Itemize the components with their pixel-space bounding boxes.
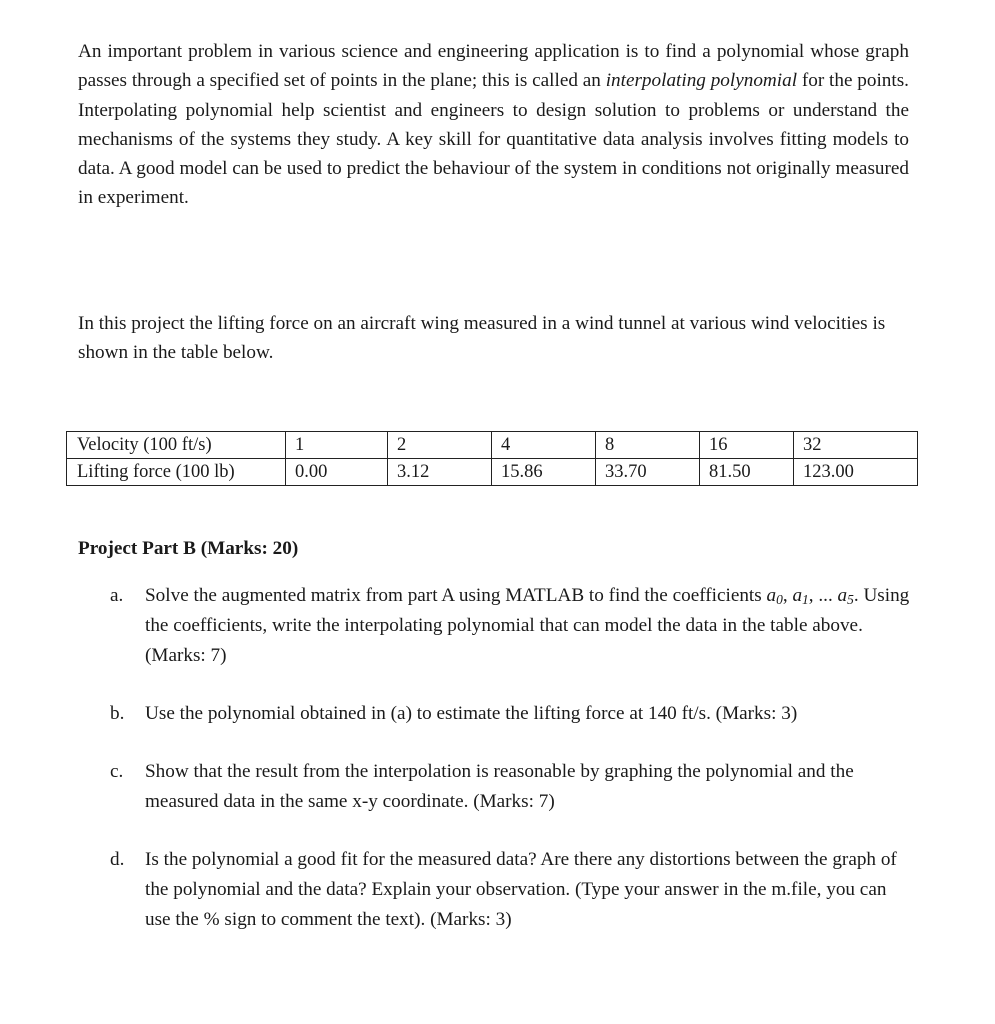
velocity-cell: 1	[286, 432, 388, 459]
intro-text-part2: for the points. Interpolating polynomial help scientist and engineers to design solution to problems or understand the mechanisms of the systems they study. A key skill for quantitative data analysis involves fitting models to data. A good model can be used to predict the behaviour of the system in conditions not originally measured in experiment.	[78, 70, 909, 209]
velocity-cell: 4	[492, 432, 596, 459]
question-marker: c.	[110, 761, 124, 782]
force-cell: 33.70	[596, 459, 700, 486]
question-text	[145, 581, 910, 671]
force-cell: 0.00	[286, 459, 388, 486]
coef-a5-sub: 5	[847, 592, 854, 607]
coef-a1	[792, 585, 808, 606]
coef-a1-base: a	[792, 585, 803, 606]
velocity-cell: 2	[388, 432, 492, 459]
question-a-text2: . Using the coefficients, write the interpolating polynomial that can model the data in the table above. (Marks: 7)	[145, 585, 910, 666]
question-marker: d.	[110, 849, 125, 870]
coef-a0-sub: 0	[776, 592, 783, 607]
data-table	[66, 431, 918, 486]
intro-text-part1: An important problem in various science and engineering application is to find a polynomial whose graph passes through a specified set of points in the plane; this is called an	[78, 41, 909, 92]
question-a-text1: Solve the augmented matrix from part A using MATLAB to find the coefficients	[145, 585, 767, 606]
velocity-row	[67, 432, 918, 459]
coef-a1-sub: 1	[802, 592, 809, 607]
force-label: Lifting force (100 lb)	[67, 459, 286, 486]
coef-a0-base: a	[766, 585, 777, 606]
project-description: In this project the lifting force on an aircraft wing measured in a wind tunnel at various wind velocities is shown in the table below.	[78, 313, 886, 364]
force-cell: 3.12	[388, 459, 492, 486]
coef-a5-base: a	[837, 585, 848, 606]
coef-a0	[767, 585, 783, 606]
question-a-mid: , ...	[808, 585, 838, 606]
force-cell: 81.50	[700, 459, 794, 486]
question-text: Use the polynomial obtained in (a) to estimate the lifting force at 140 ft/s. (Marks: 3)	[145, 703, 798, 724]
question-marker: a.	[110, 585, 124, 606]
question-text: Is the polynomial a good fit for the measured data? Are there any distortions between the graph of the polynomial and the data? Explain your observation. (Type your answer in the m.file, you can use the % sign to comment the text). (Marks: 3)	[145, 849, 897, 930]
force-cell: 15.86	[492, 459, 596, 486]
coef-a5	[838, 585, 854, 606]
velocity-cell: 8	[596, 432, 700, 459]
velocity-label: Velocity (100 ft/s)	[67, 432, 286, 459]
intro-paragraph	[78, 37, 909, 213]
part-title: Project Part B (Marks: 20)	[78, 538, 299, 559]
question-marker: b.	[110, 703, 125, 724]
question-text: Show that the result from the interpolation is reasonable by graphing the polynomial and the measured data in the same x-y coordinate. (Marks: 7)	[145, 761, 854, 812]
question-a-comma: ,	[782, 585, 788, 606]
velocity-cell: 32	[794, 432, 918, 459]
force-cell: 123.00	[794, 459, 918, 486]
intro-term: interpolating polynomial	[605, 70, 798, 92]
force-row	[67, 459, 918, 486]
velocity-cell: 16	[700, 432, 794, 459]
